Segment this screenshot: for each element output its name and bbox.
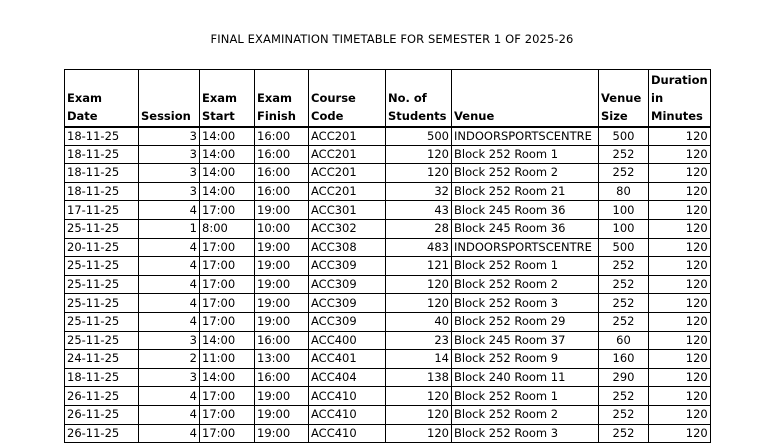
cell-venue: Block 252 Room 3 bbox=[452, 294, 599, 313]
timetable-body bbox=[65, 127, 711, 443]
cell-duration: 120 bbox=[649, 145, 711, 164]
table-header-row bbox=[65, 70, 711, 127]
cell-no-of-students: 43 bbox=[386, 201, 452, 220]
cell-exam-finish: 10:00 bbox=[255, 219, 309, 238]
header-session: Session bbox=[139, 70, 200, 127]
cell-no-of-students: 500 bbox=[386, 127, 452, 146]
cell-session: 3 bbox=[139, 331, 200, 350]
cell-duration: 120 bbox=[649, 387, 711, 406]
cell-exam-date: 25-11-25 bbox=[65, 275, 139, 294]
cell-duration: 120 bbox=[649, 182, 711, 201]
cell-no-of-students: 120 bbox=[386, 294, 452, 313]
cell-exam-date: 20-11-25 bbox=[65, 238, 139, 257]
table-row bbox=[65, 387, 711, 406]
cell-duration: 120 bbox=[649, 219, 711, 238]
cell-no-of-students: 120 bbox=[386, 164, 452, 183]
cell-exam-finish: 16:00 bbox=[255, 127, 309, 146]
cell-session: 4 bbox=[139, 424, 200, 443]
table-row bbox=[65, 127, 711, 146]
cell-course-code: ACC400 bbox=[309, 331, 386, 350]
cell-exam-finish: 19:00 bbox=[255, 405, 309, 424]
cell-course-code: ACC301 bbox=[309, 201, 386, 220]
cell-no-of-students: 483 bbox=[386, 238, 452, 257]
table-row bbox=[65, 145, 711, 164]
cell-exam-date: 17-11-25 bbox=[65, 201, 139, 220]
cell-venue-size: 252 bbox=[599, 145, 649, 164]
cell-duration: 120 bbox=[649, 368, 711, 387]
exam-timetable bbox=[64, 69, 711, 443]
cell-session: 1 bbox=[139, 219, 200, 238]
cell-exam-finish: 16:00 bbox=[255, 182, 309, 201]
cell-course-code: ACC309 bbox=[309, 275, 386, 294]
cell-exam-date: 26-11-25 bbox=[65, 424, 139, 443]
cell-exam-finish: 16:00 bbox=[255, 331, 309, 350]
cell-exam-date: 26-11-25 bbox=[65, 387, 139, 406]
cell-venue-size: 252 bbox=[599, 424, 649, 443]
cell-venue: Block 245 Room 37 bbox=[452, 331, 599, 350]
cell-exam-start: 11:00 bbox=[200, 350, 255, 369]
cell-course-code: ACC309 bbox=[309, 312, 386, 331]
table-row bbox=[65, 238, 711, 257]
cell-no-of-students: 32 bbox=[386, 182, 452, 201]
table-row bbox=[65, 331, 711, 350]
cell-course-code: ACC401 bbox=[309, 350, 386, 369]
cell-duration: 120 bbox=[649, 424, 711, 443]
cell-session: 4 bbox=[139, 257, 200, 276]
cell-duration: 120 bbox=[649, 257, 711, 276]
cell-duration: 120 bbox=[649, 350, 711, 369]
cell-duration: 120 bbox=[649, 127, 711, 146]
cell-no-of-students: 23 bbox=[386, 331, 452, 350]
table-row bbox=[65, 405, 711, 424]
cell-venue-size: 290 bbox=[599, 368, 649, 387]
cell-exam-finish: 16:00 bbox=[255, 145, 309, 164]
cell-venue: INDOORSPORTSCENTRE bbox=[452, 127, 599, 146]
cell-venue: Block 252 Room 1 bbox=[452, 145, 599, 164]
cell-course-code: ACC308 bbox=[309, 238, 386, 257]
cell-session: 4 bbox=[139, 238, 200, 257]
cell-exam-start: 17:00 bbox=[200, 405, 255, 424]
cell-session: 4 bbox=[139, 405, 200, 424]
cell-no-of-students: 120 bbox=[386, 424, 452, 443]
cell-exam-finish: 19:00 bbox=[255, 238, 309, 257]
cell-venue: Block 252 Room 1 bbox=[452, 387, 599, 406]
cell-exam-date: 18-11-25 bbox=[65, 127, 139, 146]
cell-exam-finish: 13:00 bbox=[255, 350, 309, 369]
cell-exam-start: 17:00 bbox=[200, 312, 255, 331]
cell-exam-finish: 19:00 bbox=[255, 424, 309, 443]
cell-venue: Block 245 Room 36 bbox=[452, 201, 599, 220]
cell-exam-start: 17:00 bbox=[200, 275, 255, 294]
cell-exam-start: 14:00 bbox=[200, 127, 255, 146]
cell-exam-start: 14:00 bbox=[200, 182, 255, 201]
cell-venue-size: 500 bbox=[599, 238, 649, 257]
cell-exam-date: 18-11-25 bbox=[65, 164, 139, 183]
cell-exam-start: 17:00 bbox=[200, 294, 255, 313]
cell-session: 3 bbox=[139, 164, 200, 183]
cell-no-of-students: 120 bbox=[386, 275, 452, 294]
table-row bbox=[65, 219, 711, 238]
cell-exam-start: 14:00 bbox=[200, 331, 255, 350]
cell-exam-finish: 19:00 bbox=[255, 201, 309, 220]
cell-exam-date: 26-11-25 bbox=[65, 405, 139, 424]
cell-course-code: ACC201 bbox=[309, 182, 386, 201]
header-exam-start: Exam Start bbox=[200, 70, 255, 127]
cell-course-code: ACC309 bbox=[309, 294, 386, 313]
cell-no-of-students: 120 bbox=[386, 145, 452, 164]
cell-venue: Block 252 Room 1 bbox=[452, 257, 599, 276]
cell-exam-start: 14:00 bbox=[200, 368, 255, 387]
page-title: FINAL EXAMINATION TIMETABLE FOR SEMESTER 1 OF 2025-26 bbox=[210, 32, 574, 46]
cell-duration: 120 bbox=[649, 238, 711, 257]
cell-duration: 120 bbox=[649, 331, 711, 350]
table-row bbox=[65, 275, 711, 294]
cell-course-code: ACC404 bbox=[309, 368, 386, 387]
header-venue-size: Venue Size bbox=[599, 70, 649, 127]
cell-course-code: ACC302 bbox=[309, 219, 386, 238]
cell-exam-date: 24-11-25 bbox=[65, 350, 139, 369]
cell-venue-size: 500 bbox=[599, 127, 649, 146]
table-row bbox=[65, 424, 711, 443]
cell-exam-start: 17:00 bbox=[200, 201, 255, 220]
cell-duration: 120 bbox=[649, 294, 711, 313]
cell-exam-start: 14:00 bbox=[200, 145, 255, 164]
cell-venue-size: 252 bbox=[599, 164, 649, 183]
cell-exam-finish: 19:00 bbox=[255, 294, 309, 313]
cell-session: 3 bbox=[139, 182, 200, 201]
cell-exam-date: 18-11-25 bbox=[65, 145, 139, 164]
cell-exam-start: 17:00 bbox=[200, 257, 255, 276]
header-no-of-students: No. of Students bbox=[386, 70, 452, 127]
cell-exam-date: 25-11-25 bbox=[65, 257, 139, 276]
cell-session: 4 bbox=[139, 312, 200, 331]
cell-no-of-students: 14 bbox=[386, 350, 452, 369]
cell-session: 3 bbox=[139, 127, 200, 146]
cell-course-code: ACC410 bbox=[309, 387, 386, 406]
cell-exam-start: 14:00 bbox=[200, 164, 255, 183]
cell-no-of-students: 120 bbox=[386, 387, 452, 406]
cell-venue-size: 100 bbox=[599, 219, 649, 238]
cell-venue-size: 252 bbox=[599, 257, 649, 276]
cell-session: 4 bbox=[139, 294, 200, 313]
cell-exam-finish: 19:00 bbox=[255, 275, 309, 294]
header-venue: Venue bbox=[452, 70, 599, 127]
cell-session: 4 bbox=[139, 387, 200, 406]
cell-duration: 120 bbox=[649, 312, 711, 331]
cell-exam-start: 8:00 bbox=[200, 219, 255, 238]
cell-venue-size: 252 bbox=[599, 312, 649, 331]
cell-exam-finish: 19:00 bbox=[255, 312, 309, 331]
cell-exam-start: 17:00 bbox=[200, 424, 255, 443]
cell-venue: Block 252 Room 3 bbox=[452, 424, 599, 443]
cell-exam-date: 25-11-25 bbox=[65, 219, 139, 238]
table-row bbox=[65, 164, 711, 183]
cell-course-code: ACC201 bbox=[309, 164, 386, 183]
table-row bbox=[65, 294, 711, 313]
table-row bbox=[65, 257, 711, 276]
cell-venue-size: 80 bbox=[599, 182, 649, 201]
cell-venue-size: 100 bbox=[599, 201, 649, 220]
cell-course-code: ACC201 bbox=[309, 145, 386, 164]
cell-duration: 120 bbox=[649, 405, 711, 424]
cell-no-of-students: 138 bbox=[386, 368, 452, 387]
cell-venue: Block 252 Room 9 bbox=[452, 350, 599, 369]
cell-venue: Block 252 Room 29 bbox=[452, 312, 599, 331]
cell-venue-size: 252 bbox=[599, 294, 649, 313]
cell-venue-size: 252 bbox=[599, 387, 649, 406]
cell-exam-date: 25-11-25 bbox=[65, 331, 139, 350]
cell-venue: Block 252 Room 2 bbox=[452, 275, 599, 294]
cell-session: 2 bbox=[139, 350, 200, 369]
header-course-code: Course Code bbox=[309, 70, 386, 127]
cell-no-of-students: 40 bbox=[386, 312, 452, 331]
table-row bbox=[65, 182, 711, 201]
cell-venue: Block 245 Room 36 bbox=[452, 219, 599, 238]
cell-exam-finish: 19:00 bbox=[255, 387, 309, 406]
cell-exam-start: 17:00 bbox=[200, 238, 255, 257]
cell-venue: Block 252 Room 2 bbox=[452, 405, 599, 424]
table-row bbox=[65, 350, 711, 369]
table-row bbox=[65, 368, 711, 387]
cell-session: 4 bbox=[139, 201, 200, 220]
cell-exam-date: 18-11-25 bbox=[65, 368, 139, 387]
cell-duration: 120 bbox=[649, 164, 711, 183]
cell-venue: Block 252 Room 2 bbox=[452, 164, 599, 183]
cell-venue: Block 252 Room 21 bbox=[452, 182, 599, 201]
cell-no-of-students: 121 bbox=[386, 257, 452, 276]
table-row bbox=[65, 312, 711, 331]
header-duration: Duration in Minutes bbox=[649, 70, 711, 127]
cell-course-code: ACC309 bbox=[309, 257, 386, 276]
cell-venue-size: 252 bbox=[599, 405, 649, 424]
cell-session: 3 bbox=[139, 145, 200, 164]
cell-no-of-students: 120 bbox=[386, 405, 452, 424]
cell-duration: 120 bbox=[649, 201, 711, 220]
cell-session: 4 bbox=[139, 275, 200, 294]
cell-exam-finish: 16:00 bbox=[255, 368, 309, 387]
cell-session: 3 bbox=[139, 368, 200, 387]
cell-exam-finish: 16:00 bbox=[255, 164, 309, 183]
cell-course-code: ACC410 bbox=[309, 405, 386, 424]
cell-venue: Block 240 Room 11 bbox=[452, 368, 599, 387]
table-row bbox=[65, 201, 711, 220]
cell-venue-size: 160 bbox=[599, 350, 649, 369]
cell-exam-start: 17:00 bbox=[200, 387, 255, 406]
cell-venue-size: 60 bbox=[599, 331, 649, 350]
cell-venue: INDOORSPORTSCENTRE bbox=[452, 238, 599, 257]
cell-no-of-students: 28 bbox=[386, 219, 452, 238]
cell-course-code: ACC410 bbox=[309, 424, 386, 443]
cell-course-code: ACC201 bbox=[309, 127, 386, 146]
cell-exam-date: 18-11-25 bbox=[65, 182, 139, 201]
cell-venue-size: 252 bbox=[599, 275, 649, 294]
cell-exam-finish: 19:00 bbox=[255, 257, 309, 276]
cell-exam-date: 25-11-25 bbox=[65, 312, 139, 331]
header-exam-finish: Exam Finish bbox=[255, 70, 309, 127]
header-exam-date: Exam Date bbox=[65, 70, 139, 127]
cell-exam-date: 25-11-25 bbox=[65, 294, 139, 313]
cell-duration: 120 bbox=[649, 275, 711, 294]
